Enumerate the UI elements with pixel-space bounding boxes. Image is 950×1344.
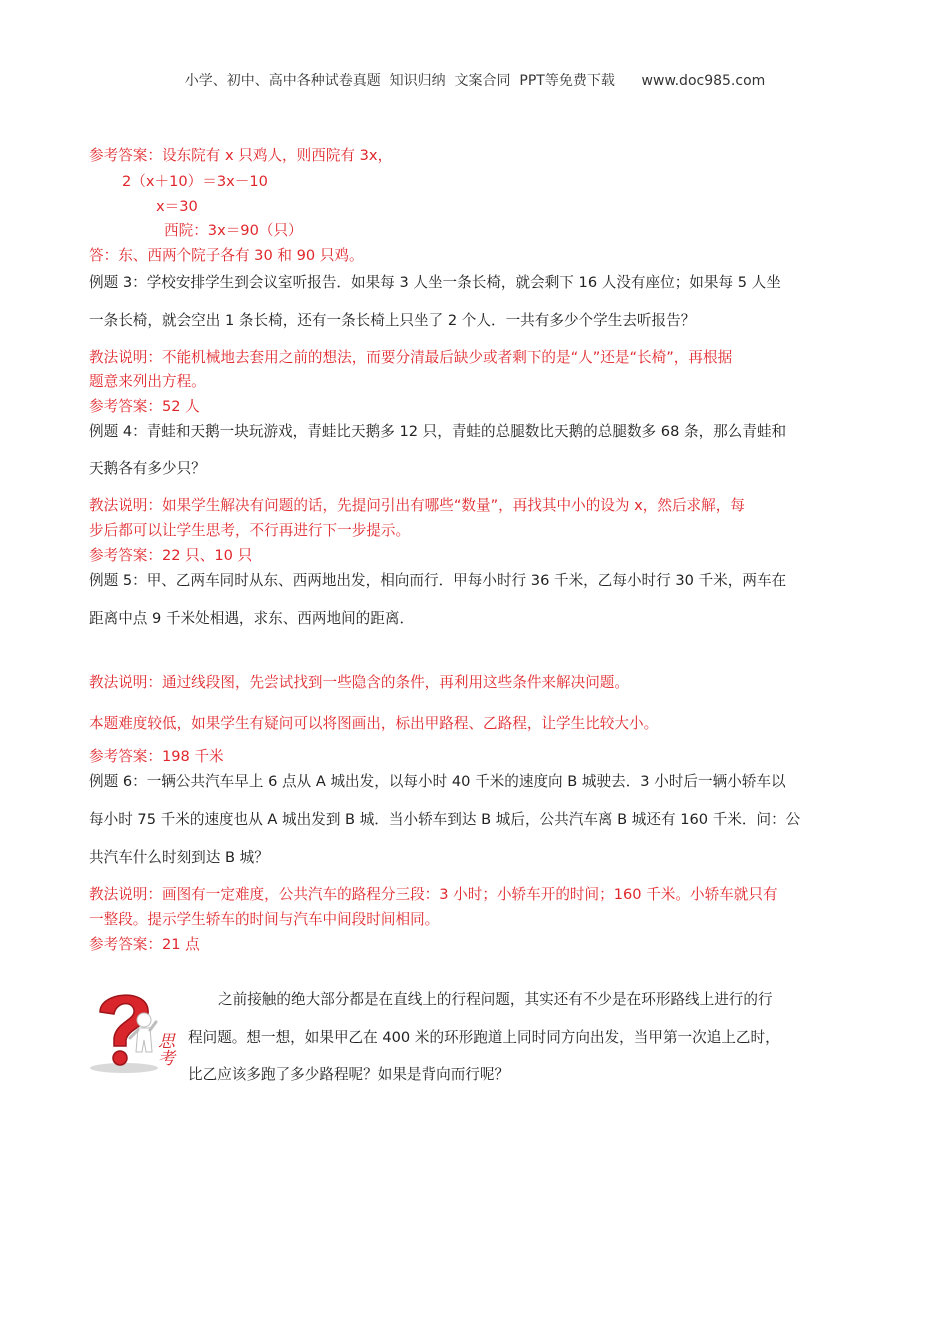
example-6-line-3: 共汽车什么时刻到达 B 城？	[89, 849, 269, 866]
example-5-line-2: 距离中点 9 千米处相遇，求东、西两地间的距离．	[89, 610, 415, 627]
example-4-line-2: 天鹅各有多少只？	[89, 460, 206, 477]
think-label-text: 思考	[154, 1032, 174, 1066]
example-6-line-1: 例题 6：一辆公共汽车早上 6 点从 A 城出发，以每小时 40 千米的速度向 B 城驶去．3 小时后一辆小轿车以	[89, 773, 786, 790]
answer-4: 参考答案：22 只、10 只	[89, 547, 253, 564]
equation-line-1: 2（x＋10）＝3x－10	[122, 173, 268, 190]
equation-line-3: 西院：3x＝90（只）	[164, 222, 303, 239]
example-5-line-1: 例题 5：甲、乙两车同时从东、西两地出发，相向而行．甲每小时行 36 千米，乙每小时行 30 千米，两车在	[89, 572, 787, 589]
answer-conclusion: 答：东、西两个院子各有 30 和 90 只鸡。	[89, 247, 364, 264]
example-6-line-2: 每小时 75 千米的速度也从 A 城出发到 B 城．当小轿车到达 B 城后，公共汽车离 B 城还有 160 千米．问：公	[89, 811, 801, 828]
teaching-note-3-line-2: 题意来列出方程。	[89, 373, 206, 390]
example-3-line-2: 一条长椅，就会空出 1 条长椅，还有一条长椅上只坐了 2 个人．一共有多少个学生去听报告？	[89, 312, 696, 329]
teaching-note-5-line-2: 本题难度较低，如果学生有疑问可以将图画出，标出甲路程、乙路程，让学生比较大小。	[89, 715, 659, 732]
think-question-icon	[86, 982, 186, 1074]
teaching-note-6-line-1: 教法说明：画图有一定难度，公共汽车的路程分三段：3 小时；小轿车开的时间；160 千米。小轿车就只有	[89, 886, 778, 903]
think-paragraph-line-1: 之前接触的绝大部分都是在直线上的行程问题，其实还有不少是在环形路线上进行的行	[218, 991, 773, 1008]
teaching-note-5-line-1: 教法说明：通过线段图，先尝试找到一些隐含的条件，再利用这些条件来解决问题。	[89, 674, 629, 691]
teaching-note-4-line-2: 步后都可以让学生思考，不行再进行下一步提示。	[89, 522, 411, 539]
example-4-line-1: 例题 4：青蛙和天鹅一块玩游戏，青蛙比天鹅多 12 只，青蛙的总腿数比天鹅的总腿数多 68 条，那么青蛙和	[89, 423, 787, 440]
teaching-note-3-line-1: 教法说明：不能机械地去套用之前的想法，而要分清最后缺少或者剩下的是“人”还是“长椅”，再根据	[89, 349, 733, 366]
answer-line-1: 参考答案：设东院有 x 只鸡人，则西院有 3x，	[89, 147, 393, 164]
think-paragraph-line-3: 比乙应该多跑了多少路程呢？如果是背向而行呢？	[188, 1066, 510, 1083]
equation-line-2: x＝30	[156, 198, 198, 215]
answer-5: 参考答案：198 千米	[89, 748, 224, 765]
teaching-note-6-line-2: 一整段。提示学生轿车的时间与汽车中间段时间相同。	[89, 911, 440, 928]
answer-6: 参考答案：21 点	[89, 936, 200, 953]
think-paragraph-line-2: 程问题。想一想，如果甲乙在 400 米的环形跑道上同时同方向出发，当甲第一次追上乙时，	[188, 1029, 780, 1046]
example-3-line-1: 例题 3：学校安排学生到会议室听报告．如果每 3 人坐一条长椅，就会剩下 16 人没有座位；如果每 5 人坐	[89, 274, 781, 291]
page-header: 小学、初中、高中各种试卷真题 知识归纳 文案合同 PPT等免费下载 www.doc985.com	[184, 73, 766, 89]
answer-3: 参考答案：52 人	[89, 398, 200, 415]
teaching-note-4-line-1: 教法说明：如果学生解决有问题的话，先提问引出有哪些“数量”，再找其中小的设为 x，然后求解，每	[89, 497, 745, 514]
